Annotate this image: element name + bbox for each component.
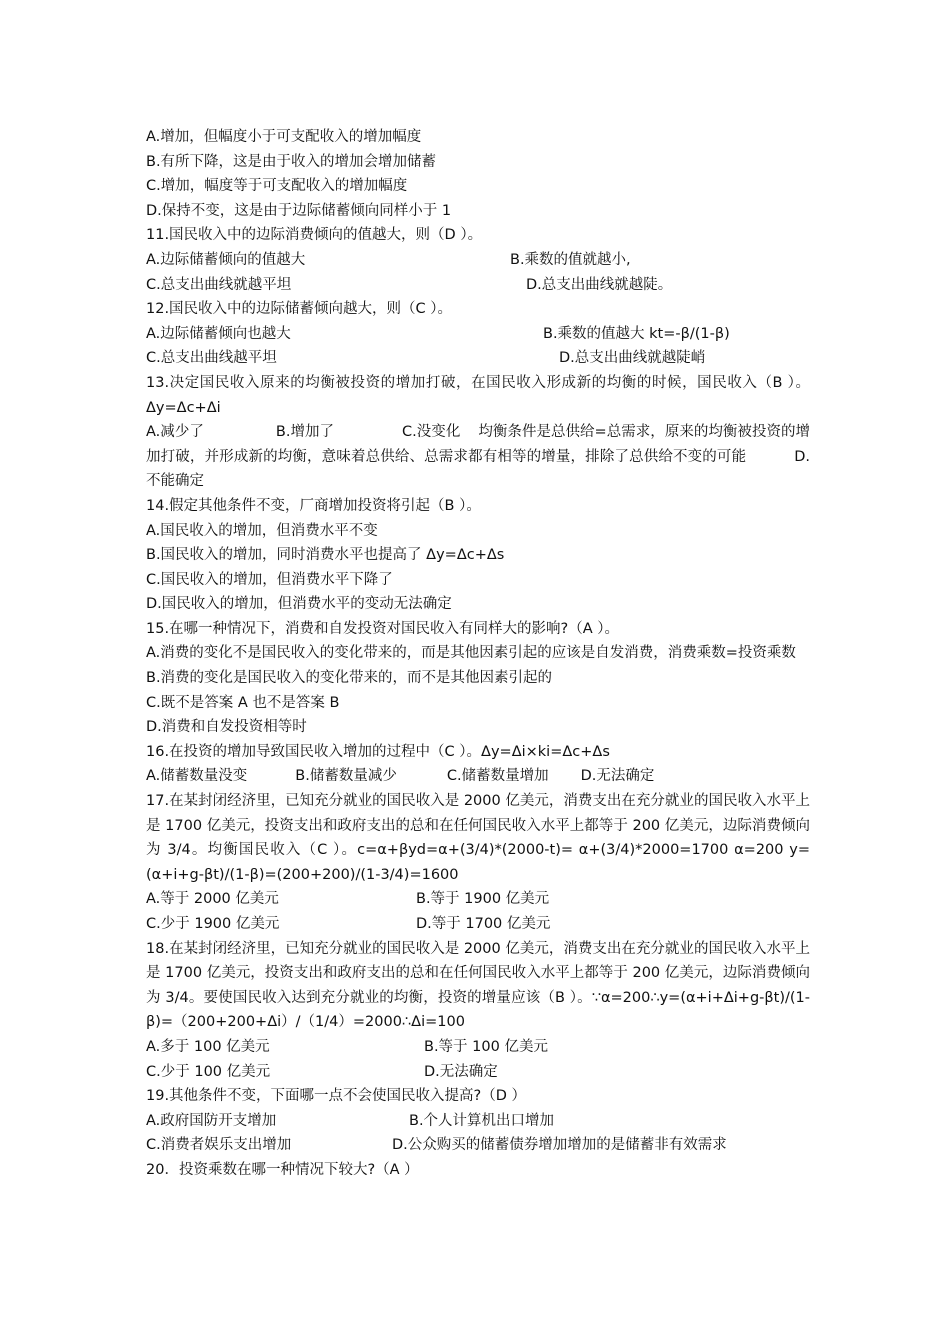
q12-option-c: C.总支出曲线越平坦: [146, 350, 277, 367]
q16-option-b: B.储蓄数量减少: [295, 768, 397, 785]
q12-options-row1: [146, 322, 810, 347]
q13-explanation: 均衡条件是总供给=总需求，原来的均衡被投资的增加打破，并形成新的均衡，意味着总供给、总需求都有相等的增量，排除了总供给不变的可能: [146, 424, 810, 465]
q11-options-row2: [146, 273, 810, 298]
q15-option-a: A.消费的变化不是国民收入的变化带来的，而是其他因素引起的应该是自发消费，消费乘数=投资乘数: [146, 645, 796, 662]
q18-option-b: B.等于 100 亿美元: [424, 1038, 548, 1055]
q10-option-b: B.有所下降，这是由于收入的增加会增加储蓄: [146, 153, 437, 170]
q17-option-d: D.等于 1700 亿美元: [416, 916, 551, 932]
q13-stem: 13.决定国民收入原来的均衡被投资的增加打破，在国民收入形成新的均衡的时候，国民收入（B ）。Δy=Δc+Δi: [146, 374, 810, 416]
q16-options: [146, 764, 810, 789]
q12-stem: 12.国民收入中的边际储蓄倾向越大，则（C ）。: [146, 301, 453, 318]
q13-option-b: B.增加了: [275, 424, 335, 441]
q14-option-d: D.国民收入的增加，但消费水平的变动无法确定: [146, 596, 452, 613]
q10-option-a: A.增加，但幅度小于可支配收入的增加幅度: [146, 129, 422, 145]
q13-option-c: C.没变化: [402, 424, 461, 441]
q13-option-d: D.不能确定: [146, 448, 810, 490]
q11-option-c: C.总支出曲线就越平坦: [146, 276, 292, 293]
q12-option-b: B.乘数的值越大 kt=-β/(1-β): [543, 325, 730, 342]
q19-stem: 19.其他条件不变，下面哪一点不会使国民收入提高?（D ）: [146, 1088, 527, 1105]
q19-option-a: A.政府国防开支增加: [146, 1112, 277, 1129]
q14-option-a: A.国民收入的增加，但消费水平不变: [146, 522, 378, 539]
q16-option-c: C.储蓄数量增加: [446, 768, 549, 785]
q12-option-a: A.边际储蓄倾向也越大: [146, 325, 291, 342]
q19-options-row2: [146, 1133, 810, 1158]
q18-options-row1: [146, 1035, 810, 1060]
q11-option-a: A.边际储蓄倾向的值越大: [146, 251, 306, 268]
q19-options-row1: [146, 1109, 810, 1134]
q12-option-d: D.总支出曲线就越陡峭: [559, 350, 706, 367]
q12-options-row2: [146, 346, 810, 371]
q15-option-c: C.既不是答案 A 也不是答案 B: [146, 694, 340, 711]
q17-option-b: B.等于 1900 亿美元: [416, 891, 550, 908]
q14-stem: 14.假定其他条件不变，厂商增加投资将引起（B ）。: [146, 497, 481, 514]
q19-option-c: C.消费者娱乐支出增加: [146, 1137, 292, 1154]
q20-stem: 20．投资乘数在哪一种情况下较大?（A ）: [146, 1161, 419, 1178]
q17-option-a: A.等于 2000 亿美元: [146, 891, 279, 908]
q18-options-row2: [146, 1060, 810, 1085]
q14-option-b: B.国民收入的增加，同时消费水平也提高了 Δy=Δc+Δs: [146, 547, 505, 564]
q18-stem: 18.在某封闭经济里，已知充分就业的国民收入是 2000 亿美元，消费支出在充分就业的国民收入水平上是 1700 亿美元，投资支出和政府支出的总和在任何国民收入水平上都等于 200 亿美元，边际消费倾向为 3/4。要使国民收入达到充分就业的均衡，投资的增量应该（B ）。∵α=200∴y=(α+i+Δi+g-βt)/(1-β)=（200+200+Δi）/（1/4）=2000∴Δi=100: [146, 940, 810, 1031]
q15-stem: 15.在哪一种情况下，消费和自发投资对国民收入有同样大的影响?（A ）。: [146, 620, 620, 637]
q13-option-a: A.减少了: [146, 424, 204, 441]
q13-options: [146, 420, 810, 494]
q18-option-c: C.少于 100 亿美元: [146, 1063, 271, 1080]
q11-option-b: B.乘数的值就越小,: [510, 251, 631, 268]
q11-options-row1: [146, 248, 810, 273]
q10-option-d: D.保持不变，这是由于边际储蓄倾向同样小于 1: [146, 202, 452, 219]
q17-stem: 17.在某封闭经济里，已知充分就业的国民收入是 2000 亿美元，消费支出在充分就业的国民收入水平上是 1700 亿美元，投资支出和政府支出的总和在任何国民收入水平上都等于 200 亿美元，边际消费倾向为 3/4。均衡国民收入（C ）。c=α+βyd=α+(3/4)*(2000-t)= α+(3/4)*2000=1700 α=200 y=(α+i+g-βt)/(1-β)=(200+200)/(1-3/4)=1600: [146, 793, 810, 883]
q14-option-c: C.国民收入的增加，但消费水平下降了: [146, 571, 393, 588]
q10-option-c: C.增加，幅度等于可支配收入的增加幅度: [146, 178, 408, 195]
q19-option-b: B.个人计算机出口增加: [409, 1112, 555, 1129]
q11-option-d: D.总支出曲线就越陡。: [526, 276, 673, 293]
q11-stem: 11.国民收入中的边际消费倾向的值越大，则（D ）。: [146, 227, 483, 244]
q15-option-b: B.消费的变化是国民收入的变化带来的，而不是其他因素引起的: [146, 670, 553, 687]
q17-option-c: C.少于 1900 亿美元: [146, 916, 280, 932]
q16-option-a: A.储蓄数量没变: [146, 768, 248, 785]
q17-options-row2: [146, 912, 810, 937]
q17-options-row1: [146, 887, 810, 912]
q15-option-d: D.消费和自发投资相等时: [146, 719, 307, 736]
q16-stem: 16.在投资的增加导致国民收入增加的过程中（C ）。Δy=Δi×ki=Δc+Δs: [146, 743, 610, 760]
q18-option-a: A.多于 100 亿美元: [146, 1038, 270, 1055]
q18-option-d: D.无法确定: [424, 1063, 498, 1080]
q16-option-d: D.无法确定: [580, 768, 655, 785]
q19-option-d: D.公众购买的储蓄债券增加增加的是储蓄非有效需求: [392, 1137, 727, 1154]
